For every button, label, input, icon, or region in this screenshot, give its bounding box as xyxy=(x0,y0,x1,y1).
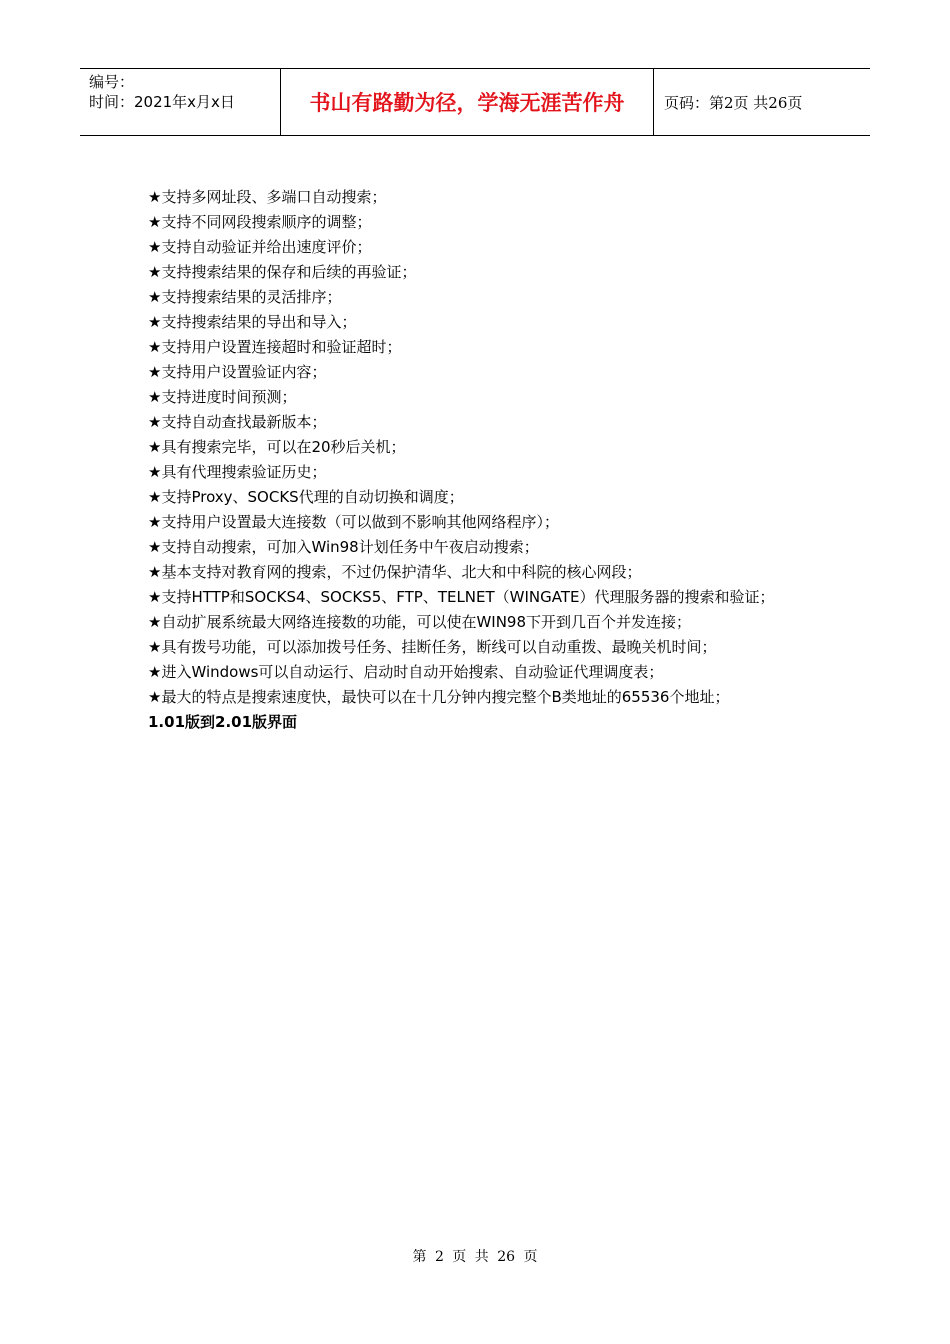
feature-item: ★支持自动搜索，可加入Win98计划任务中午夜启动搜索； xyxy=(148,538,539,556)
feature-item: ★具有代理搜索验证历史； xyxy=(148,463,327,481)
document-body xyxy=(148,185,820,735)
feature-item: ★具有拨号功能，可以添加拨号任务、挂断任务，断线可以自动重拨、最晚关机时间； xyxy=(148,638,717,656)
page-footer: 第 2 页 共 26 页 xyxy=(412,1249,538,1265)
header-meta xyxy=(80,69,281,135)
feature-item: ★最大的特点是搜索速度快，最快可以在十几分钟内搜完整个B类地址的65536个地址； xyxy=(148,688,730,706)
feature-item: ★支持Proxy、SOCKS代理的自动切换和调度； xyxy=(148,488,464,506)
document-date: 时间：2021年x月x日 xyxy=(89,93,235,111)
feature-item: ★支持不同网段搜索顺序的调整； xyxy=(148,213,372,231)
feature-item: ★支持用户设置验证内容； xyxy=(148,363,327,381)
feature-item: ★支持HTTP和SOCKS4、SOCKS5、FTP、TELNET（WINGATE）代理服务器的搜索和验证； xyxy=(148,588,775,606)
feature-item: ★支持搜索结果的导出和导入； xyxy=(148,313,357,331)
feature-item: ★支持用户设置连接超时和验证超时； xyxy=(148,338,402,356)
document-number: 编号： xyxy=(89,73,135,91)
feature-item: ★支持搜索结果的保存和后续的再验证； xyxy=(148,263,417,281)
feature-item: ★支持自动查找最新版本； xyxy=(148,413,327,431)
feature-item: ★支持多网址段、多端口自动搜索； xyxy=(148,188,387,206)
feature-item: ★进入Windows可以自动运行、启动时自动开始搜索、自动验证代理调度表； xyxy=(148,663,664,681)
feature-item: ★支持自动验证并给出速度评价； xyxy=(148,238,372,256)
feature-item: ★基本支持对教育网的搜索，不过仍保护清华、北大和中科院的核心网段； xyxy=(148,563,642,581)
section-heading: 1.01版到2.01版界面 xyxy=(148,713,298,731)
header-page-info: 页码：第2页 共26页 xyxy=(664,93,803,112)
header-motto: 书山有路勤为径，学海无涯苦作舟 xyxy=(281,69,654,135)
feature-item: ★自动扩展系统最大网络连接数的功能，可以使在WIN98下开到几百个并发连接； xyxy=(148,613,692,631)
feature-item: ★支持搜索结果的灵活排序； xyxy=(148,288,342,306)
page-header xyxy=(80,68,870,136)
feature-item: ★支持进度时间预测； xyxy=(148,388,297,406)
feature-item: ★支持用户设置最大连接数（可以做到不影响其他网络程序）； xyxy=(148,513,559,531)
feature-item: ★具有搜索完毕，可以在20秒后关机； xyxy=(148,438,406,456)
